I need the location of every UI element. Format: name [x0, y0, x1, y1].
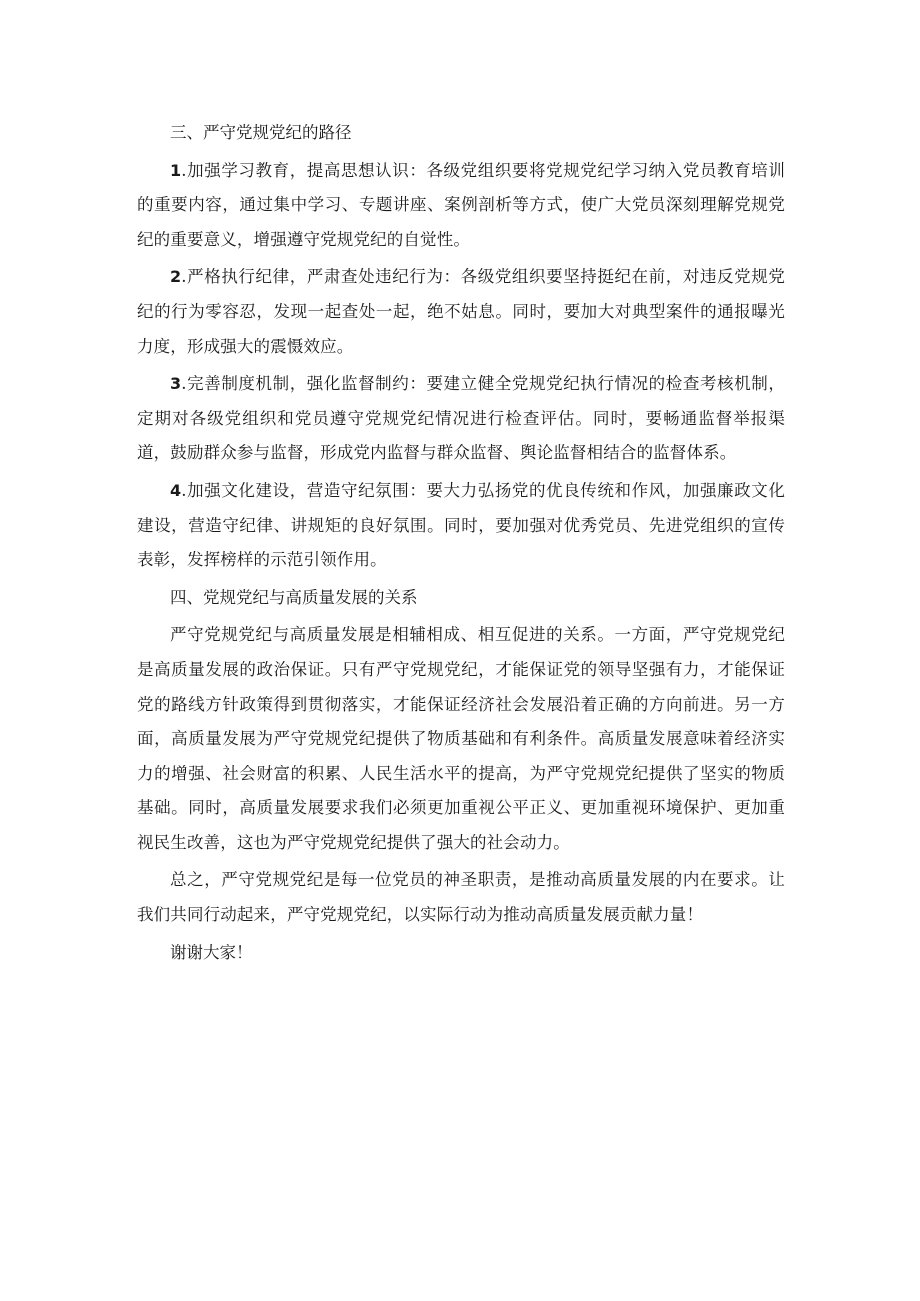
- list-item-text: .完善制度机制，强化监督制约：要建立健全党规党纪执行情况的检查考核机制，定期对各级党组织和党员遵守党规党纪情况进行检查评估。同时，要畅通监督举报渠道，鼓励群众参与监督，形成党内监督与群众监督、舆论监督相结合的监督体系。: [137, 374, 785, 463]
- list-item-3: [137, 367, 785, 471]
- list-item-number: 1: [170, 160, 182, 180]
- list-item-4: [137, 474, 785, 578]
- list-item-1: [137, 154, 785, 258]
- section-3-heading: 三、严守党规党纪的路径: [170, 123, 352, 142]
- list-item-text: .严格执行纪律，严肃查处违纪行为：各级党组织要坚持挺纪在前，对违反党规党纪的行为零容忍，发现一起查处一起，绝不姑息。同时，要加大对典型案件的通报曝光力度，形成强大的震慑效应。: [137, 267, 785, 356]
- list-item-number: 3: [170, 374, 182, 394]
- conclusion-paragraph: 总之，严守党规党纪是每一位党员的神圣职责，是推动高质量发展的内在要求。让我们共同行动起来，严守党规党纪，以实际行动为推动高质量发展贡献力量！: [137, 870, 785, 925]
- closing-line: 谢谢大家！: [170, 942, 253, 962]
- list-item-2: [137, 260, 785, 364]
- list-item-text: .加强学习教育，提高思想认识：各级党组织要将党规党纪学习纳入党员教育培训的重要内容，通过集中学习、专题讲座、案例剖析等方式，使广大党员深刻理解党规党纪的重要意义，增强遵守党规党纪的自觉性。: [137, 160, 785, 249]
- section-4-body: 严守党规党纪与高质量发展是相辅相成、相互促进的关系。一方面，严守党规党纪是高质量发展的政治保证。只有严守党规党纪，才能保证党的领导坚强有力，才能保证党的路线方针政策得到贯彻落实，才能保证经济社会发展沿着正确的方向前进。另一方面，高质量发展为严守党规党纪提供了物质基础和有利条件。高质量发展意味着经济实力的增强、社会财富的积累、人民生活水平的提高，为严守党规党纪提供了坚实的物质基础。同时，高质量发展要求我们必须更加重视公平正义、更加重视环境保护、更加重视民生改善，这也为严守党规党纪提供了强大的社会动力。: [137, 625, 785, 852]
- list-item-text: .加强文化建设，营造守纪氛围：要大力弘扬党的优良传统和作风，加强廉政文化建设，营造守纪律、讲规矩的良好氛围。同时，要加强对优秀党员、先进党组织的宣传表彰，发挥榜样的示范引领作用。: [137, 480, 785, 570]
- list-item-number: 2: [170, 267, 182, 287]
- document-page: [137, 116, 785, 970]
- list-item-number: 4: [170, 480, 182, 500]
- section-4-heading: 四、党规党纪与高质量发展的关系: [170, 587, 418, 607]
